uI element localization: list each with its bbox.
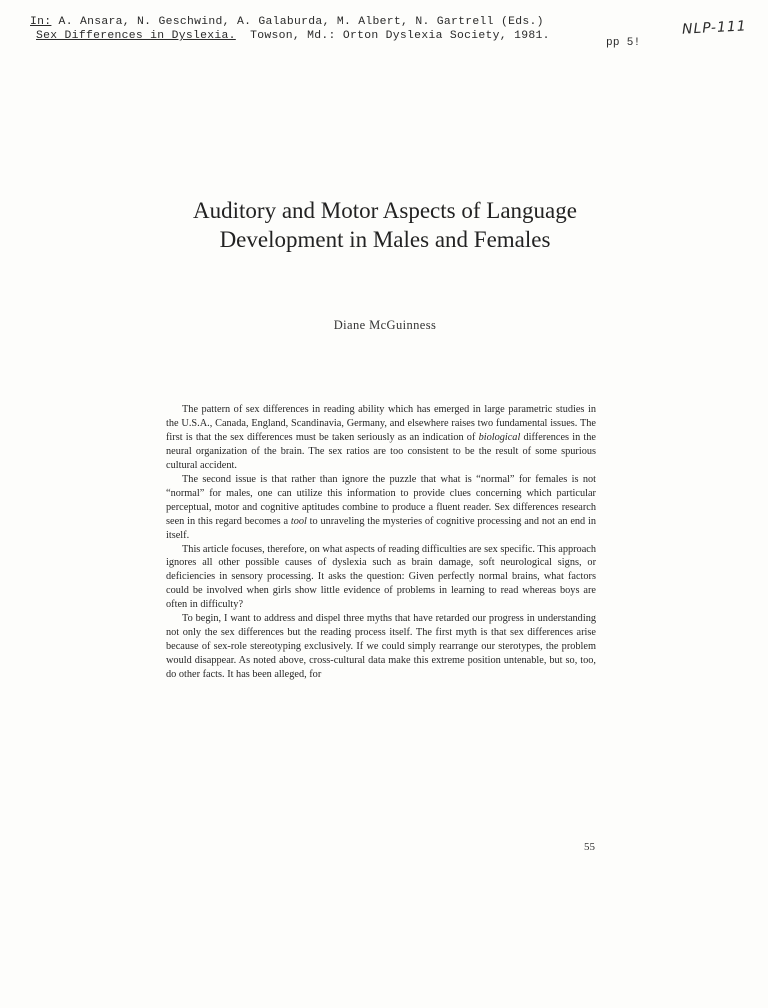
citation-prefix: In:	[30, 16, 52, 28]
paragraph: The pattern of sex differences in reading ability which has emerged in large parametric studies in the U.S.A., Canada, England, Scandinavia, Germany, and elsewhere raises two fundamental issues. The first is that the sex differences must be taken seriously as an indication of biological differences in the neural organization of the brain. The sex ratios are too consistent to be the result of some spurious cultural accident.	[166, 404, 597, 471]
page-number: 55	[584, 841, 595, 853]
paragraph: This article focuses, therefore, on what aspects of reading difficulties are sex specific. This approach ignores all other possible causes of dyslexia such as brain damage, soft neurological signs, or deficiencies in sensory processing. It asks the question: Given perfectly normal brains, what factors could be involved when girls show little evidence of problems in learning to read whereas boys are often in difficulty?	[166, 543, 596, 611]
citation-publisher: Towson, Md.: Orton Dyslexia Society, 1981.	[235, 30, 550, 42]
article-title: Auditory and Motor Aspects of Language Development in Males and Females	[193, 198, 577, 252]
handwritten-note: NLP-111	[681, 18, 748, 38]
citation-line-2	[36, 30, 550, 42]
citation-editors: A. Ansara, N. Geschwind, A. Galaburda, M. Albert, N. Gartrell (Eds.)	[51, 16, 544, 28]
citation-pages: pp 5!	[606, 37, 641, 49]
citation-book-title: Sex Differences in Dyslexia.	[36, 30, 236, 42]
article-author: Diane McGuinness	[333, 318, 437, 332]
article-body	[166, 403, 596, 682]
paragraph: The second issue is that rather than ignore the puzzle that what is “normal” for females is not “normal” for males, one can utilize this information to provide clues concerning which particular perceptual, motor and cognitive aptitudes combine to produce a fluent reader. Sex differences research seen in this regard becomes a tool to unraveling the mysteries of cognitive processing and not an end in itself.	[166, 473, 596, 541]
citation-line-1	[30, 16, 544, 28]
paragraph: To begin, I want to address and dispel three myths that have retarded our progress in understanding not only the sex differences but the reading process itself. The first myth is that sex differences arise because of sex-role stereotyping exclusively. If we could simply rearrange our sterotypes, the problem would disappear. As noted above, cross-cultural data make this extreme position untenable, but so, too, do other facts. It has been alleged, for	[166, 613, 596, 681]
